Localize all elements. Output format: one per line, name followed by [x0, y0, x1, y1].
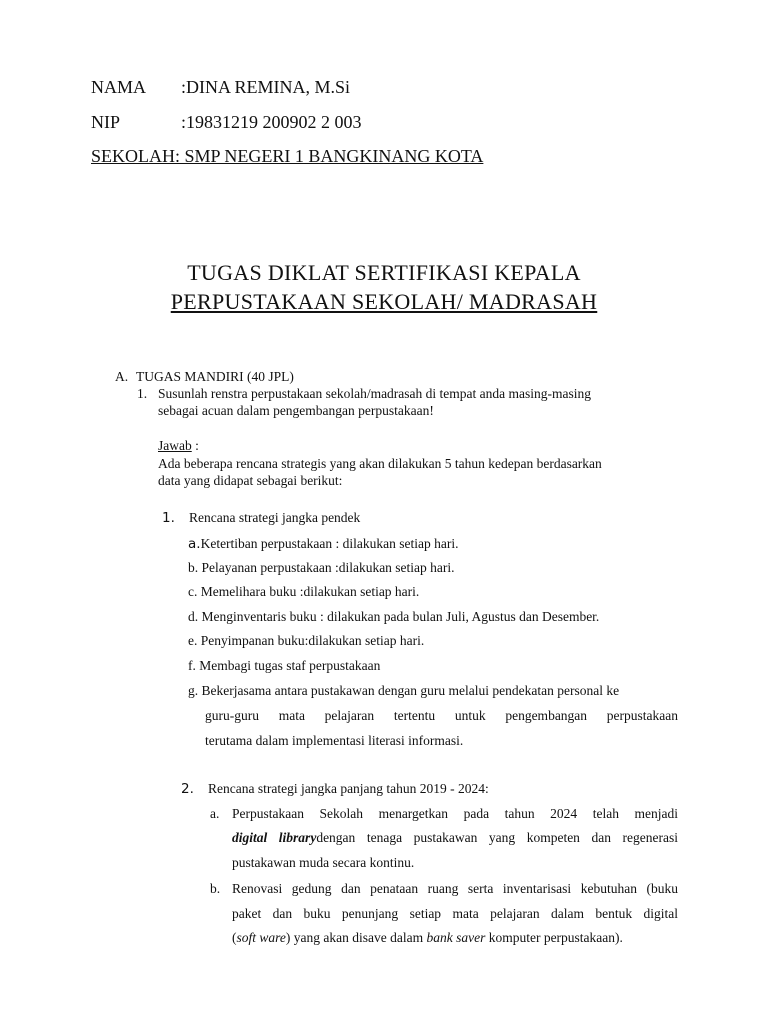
bank-saver-term: bank saver [426, 930, 486, 945]
nama-value: :DINA REMINA, M.Si [181, 77, 351, 97]
question-1-line1: Susunlah renstra perpustakaan sekolah/madrasah di tempat anda masing-masing [158, 386, 592, 401]
jawab-colon: : [191, 438, 199, 453]
plan-2-item-a-line2 [232, 830, 678, 846]
plan-1-item-a-text: Ketertiban perpustakaan : dilakukan setiap hari. [200, 536, 459, 551]
plan-1-item-b: b. Pelayanan perpustakaan :dilakukan setiap hari. [188, 560, 455, 575]
plan-1-item-c: c. Memelihara buku :dilakukan setiap hari. [188, 584, 420, 599]
plan-2-item-b-paren-open: ( [232, 930, 237, 945]
intro-line1: Ada beberapa rencana strategis yang akan dilakukan 5 tahun kedepan berdasarkan [158, 456, 602, 471]
plan-2-item-a-line2-rest: dengan tenaga pustakawan yang kompeten dan regenerasi [316, 830, 678, 845]
plan-1-item-g-line3: terutama dalam implementasi literasi informasi. [205, 733, 464, 748]
sekolah-line: SEKOLAH: SMP NEGERI 1 BANGKINANG KOTA [91, 146, 484, 166]
plan-1-item-f: f. Membagi tugas staf perpustakaan [188, 658, 381, 673]
question-1-line2: sebagai acuan dalam pengembangan perpustakaan! [158, 403, 434, 418]
intro-line2: data yang didapat sebagai berikut: [158, 473, 343, 488]
plan-2-item-b-line3 [232, 930, 623, 946]
plan-1-item-a [188, 536, 458, 552]
plan-2-item-a-marker: a. [210, 806, 220, 821]
plan-2-marker: 2. [181, 781, 194, 797]
plan-2-item-a-line1: Perpustakaan Sekolah menargetkan pada tahun 2024 telah menjadi [232, 806, 678, 821]
section-a-heading: TUGAS MANDIRI (40 JPL) [136, 369, 294, 384]
plan-1-marker: 1. [162, 510, 175, 526]
plan-1-item-a-marker: a. [188, 536, 201, 552]
plan-2-item-b-line3-end: komputer perpustakaan). [485, 930, 623, 945]
nip-label: NIP [91, 112, 121, 132]
plan-2-title: Rencana strategi jangka panjang tahun 2019 - 2024: [208, 781, 489, 796]
jawab-line [158, 438, 199, 454]
section-a-marker: A. [115, 369, 129, 384]
plan-1-item-g-line1: g. Bekerjasama antara pustakawan dengan guru melalui pendekatan personal ke [188, 683, 620, 698]
document-title-line2: PERPUSTAKAAN SEKOLAH/ MADRASAH [170, 289, 598, 314]
jawab-label: Jawab [158, 438, 192, 453]
plan-2-item-b-line2: paket dan buku penunjang setiap mata pelajaran dalam bentuk digital [232, 906, 678, 921]
plan-2-item-b-line1: Renovasi gedung dan penataan ruang serta inventarisasi kebutuhan (buku [232, 881, 678, 896]
plan-2-item-b-marker: b. [210, 881, 221, 896]
question-1-marker: 1. [137, 386, 148, 401]
nip-value: :19831219 200902 2 003 [181, 112, 362, 132]
plan-1-item-e: e. Penyimpanan buku:dilakukan setiap hari. [188, 633, 425, 648]
plan-2-item-b-line3-mid: ) yang akan disave dalam [285, 930, 427, 945]
document-title-line1: TUGAS DIKLAT SERTIFIKASI KEPALA [187, 260, 581, 285]
plan-1-title: Rencana strategi jangka pendek [189, 510, 361, 525]
plan-1-item-d: d. Menginventaris buku : dilakukan pada bulan Juli, Agustus dan Desember. [188, 609, 600, 624]
nama-label: NAMA [91, 77, 147, 97]
digital-library-term: digital library [232, 830, 317, 845]
plan-1-item-g-line2: guru-guru mata pelajaran tertentu untuk pengembangan perpustakaan [205, 708, 678, 723]
soft-ware-term: soft ware [236, 930, 286, 945]
plan-2-item-a-line3: pustakawan muda secara kontinu. [232, 855, 415, 870]
